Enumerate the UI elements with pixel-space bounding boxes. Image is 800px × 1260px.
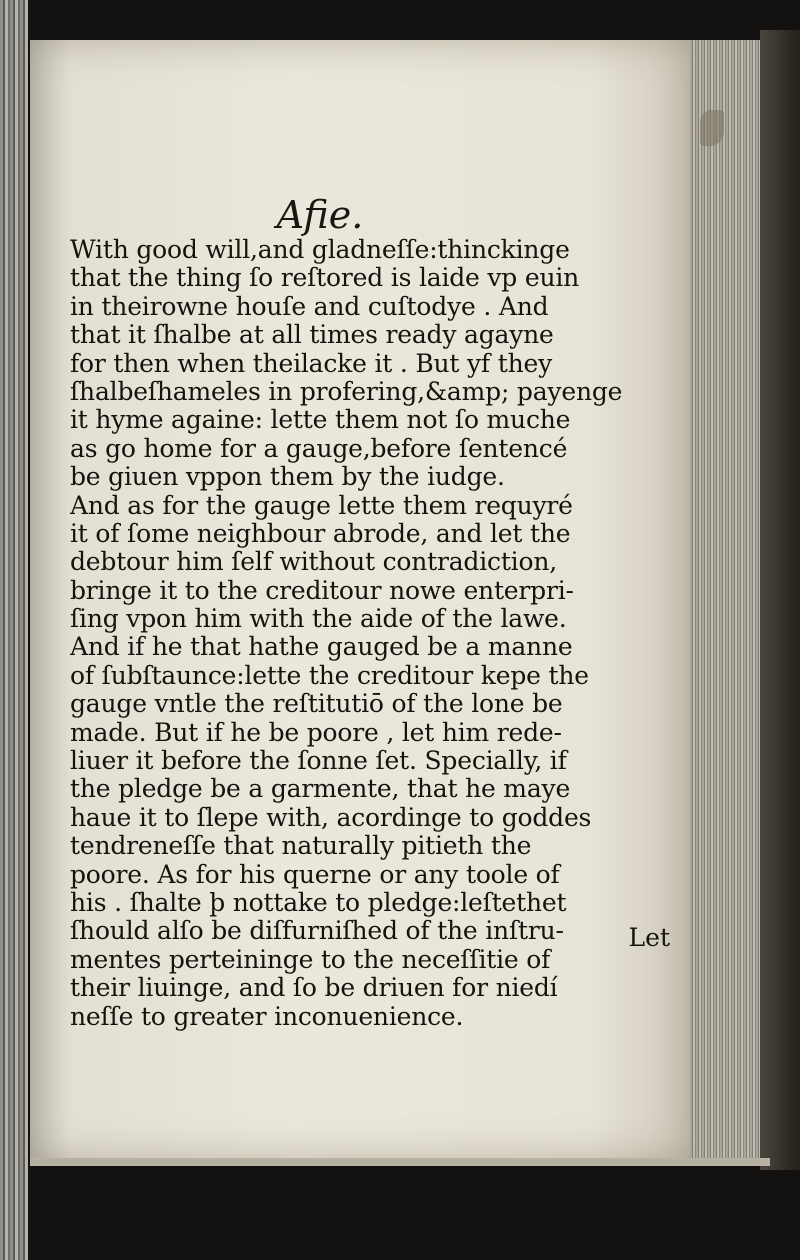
text-line: it of ſome neighbour abrode, and let the [70, 519, 571, 548]
text-line: With good will,and gladneſſe:thinckinge [70, 236, 570, 264]
text-line: debtour him ſelf without contradiction, [70, 548, 557, 577]
text-line: And as for the gauge lette them requyré [70, 491, 573, 520]
text-line: mentes perteininge to the neceſſitie of [70, 945, 551, 974]
text-line: their liuinge, and ſo be driuen for niedí [70, 974, 558, 1003]
text-line: poore. As for his querne or any toole of [70, 860, 560, 889]
text-line: ſhould alſo be diſfurniſhed of the inſtru- [70, 917, 564, 946]
text-line: neſſe to greater inconuenience. [70, 1002, 464, 1031]
text-line: haue it to ſlepe with, acordinge to goddes [70, 803, 592, 832]
text-line: made. But if he be poore , let him rede- [70, 718, 562, 747]
text-line: as go home for a gauge,before ſentencé [70, 434, 568, 463]
text-line: liuer it before the ſonne ſet. Specially, if [70, 747, 567, 776]
page-bottom-edge [30, 1158, 770, 1166]
body-text [70, 236, 680, 1031]
text-line: ſing vpon him with the aide of the lawe. [70, 605, 567, 634]
text-line: tendreneſſe that naturally pitieth the [70, 832, 532, 861]
text-line: be giuen vppon them by the iudge. [70, 463, 505, 492]
page-edges [690, 40, 760, 1160]
text-line: for then when theilacke it . But yf they [70, 349, 553, 378]
book-cover-edge [760, 30, 800, 1170]
text-line: And if he that hathe gauged be a manne [70, 633, 573, 662]
text-line: the pledge be a garmente, that he maye [70, 775, 571, 804]
page-edge-stain [700, 110, 724, 146]
text-line: of ſubſtaunce:lette the creditour kepe the [70, 661, 589, 690]
text-line: bringe it to the creditour nowe enterpri- [70, 576, 574, 605]
book-page [30, 40, 690, 1160]
page-heading: Afie. [276, 193, 364, 237]
text-line: it hyme againe: lette them not ſo muche [70, 406, 571, 435]
text-line: in theirowne houſe and cuſtodye . And [70, 292, 549, 321]
text-line: gauge vntle the reſtitutiō of the lone be [70, 690, 563, 719]
text-line: ſhalbeſhameles in profering,&amp; payenge [70, 377, 623, 406]
text-line: that the thing ſo reſtored is laide vp euin [70, 264, 580, 293]
binding-strip [0, 0, 28, 1260]
text-line: his . ſhalte þ nottake to pledge:leſtethet [70, 888, 567, 917]
catchword: Let [628, 923, 670, 952]
text-line: that it ſhalbe at all times ready agayne [70, 321, 554, 350]
